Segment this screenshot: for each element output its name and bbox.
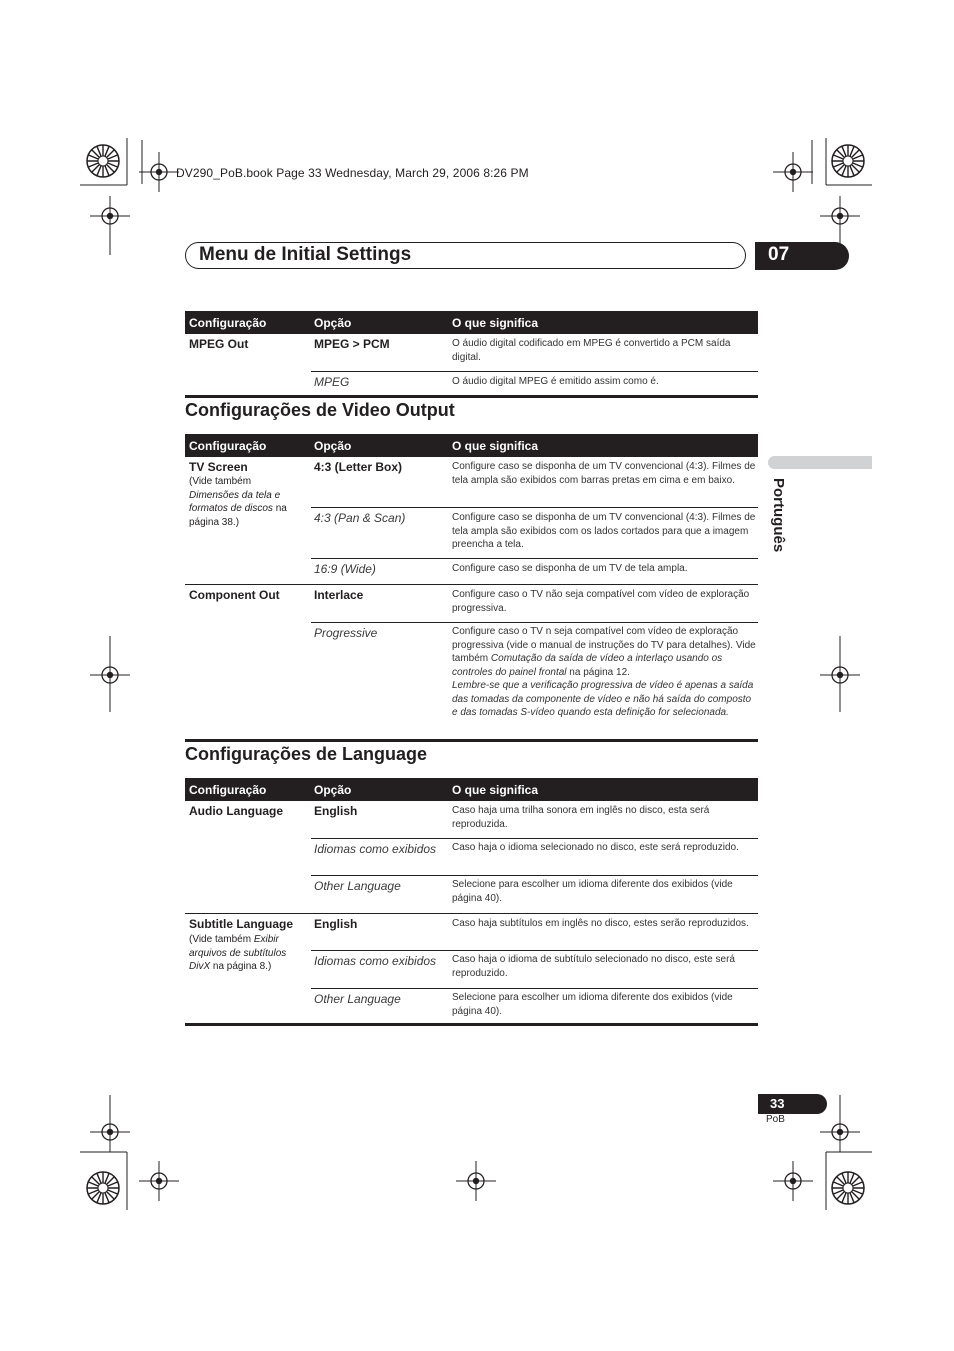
book-line: DV290_PoB.book Page 33 Wednesday, March 29, 2006 8:26 PM [176,166,529,180]
col-meaning: O que significa [452,783,539,797]
col-meaning: O que significa [452,439,539,453]
desc-pan-scan: Configure caso se disponha de um TV convencional (4:3). Filmes de tela ampla são exibidos com os lados cortados para que a imagem preencha a tela. [452,512,756,550]
table-end-rule [185,739,758,742]
page-number: 33 [770,1096,785,1111]
col-option: Opção [314,783,352,797]
desc-subtitle-displayed: Caso haja o idioma de subtítulo selecionado no disco, este será reproduzido. [452,954,735,979]
note-link: Dimensões da tela e formatos de discos [189,489,281,514]
option-subtitle-english: English [314,917,358,931]
note-text: na página 38.) [189,503,287,528]
option-progressive: Progressive [314,626,378,640]
language-tab-label: Português [770,478,787,553]
table-header [185,311,758,334]
option-interlace: Interlace [314,588,364,602]
desc-mpeg: O áudio digital MPEG é emitido assim como é. [452,376,659,387]
row-divider [311,838,758,839]
option-mpeg-pcm: MPEG > PCM [314,337,390,351]
desc-letter-box: Configure caso se disponha de um TV convencional (4:3). Filmes de tela ampla são exibidos com barras pretas em cima e em baixo. [452,461,756,486]
option-audio-english: English [314,804,358,818]
chapter-number: 07 [768,244,790,265]
language-code: PoB [766,1114,785,1125]
row-divider [311,950,758,951]
col-option: Opção [314,316,352,330]
table-end-rule [185,395,758,398]
desc-interlace: Configure caso o TV não seja compatível com vídeo de exploração progressiva. [452,589,750,614]
setting-component-out: Component Out [189,588,280,602]
section-title-video: Configurações de Video Output [185,400,455,420]
option-mpeg: MPEG [314,375,350,389]
desc-audio-displayed: Caso haja o idioma selecionado no disco, este será reproduzido. [452,842,739,853]
note-subtitle [189,933,303,974]
setting-audio-language: Audio Language [189,804,283,818]
setting-tv-screen: TV Screen [189,460,248,474]
row-divider [311,622,758,623]
note-text: na página 8.) [210,961,272,972]
group-divider [185,913,758,914]
note-link: Exibir arquivos de subtítulos DivX [189,934,287,972]
col-setting: Configuração [189,316,267,330]
language-tab-bar [768,456,872,469]
option-pan-scan: 4:3 (Pan & Scan) [314,511,406,525]
col-meaning: O que significa [452,316,539,330]
section-title-language: Configurações de Language [185,744,428,764]
note-text: (Vide também [189,476,252,487]
row-divider [311,371,758,372]
desc-link: Comutação da saída de vídeo a interlaço usando os controles do painel frontal [452,653,723,678]
setting-mpeg-out: MPEG Out [189,337,249,351]
desc-mpeg-pcm: O áudio digital codificado em MPEG é convertido a PCM saída digital. [452,338,731,363]
desc-subtitle-english: Caso haja subtítulos em inglês no disco, estes serão reproduzidos. [452,918,749,929]
col-setting: Configuração [189,783,267,797]
audio-settings-table [185,311,758,399]
desc-audio-english: Caso haja uma trilha sonora em inglês no disco, esta será reproduzida. [452,805,710,830]
option-subtitle-other: Other Language [314,992,401,1006]
table-end-rule [185,1023,758,1026]
video-settings-table [185,434,758,744]
desc-progressive [452,625,756,720]
note-tv-screen [189,475,303,529]
row-divider [311,875,758,876]
desc-wide: Configure caso se disponha de um TV de tela ampla. [452,563,688,574]
note-text: (Vide também [189,934,254,945]
desc-note: Lembre-se que a verificação progressiva de vídeo é apenas a saída das tomadas da componente de vídeo e não há saída do composto e das tomadas S-vídeo quando esta definição for selecionada. [452,680,754,718]
col-option: Opção [314,439,352,453]
language-settings-table [185,778,758,1028]
desc-text: na página 12. [566,666,630,678]
row-divider [311,558,758,559]
row-divider [311,988,758,989]
option-wide: 16:9 (Wide) [314,562,376,576]
page-number-tab [758,1094,827,1114]
desc-text: Configure caso o TV n seja compatível com vídeo de exploração progressiva (vide o manual de instruções do TV para detalhes). Vide também [452,626,756,664]
option-subtitle-displayed: Idiomas como exibidos [314,954,437,968]
option-letter-box: 4:3 (Letter Box) [314,460,403,474]
option-audio-other: Other Language [314,879,401,893]
row-divider [311,507,758,508]
desc-audio-other: Selecione para escolher um idioma diferente dos exibidos (vide página 40). [452,879,733,904]
table-header [185,778,758,801]
col-setting: Configuração [189,439,267,453]
option-audio-displayed: Idiomas como exibidos [314,842,437,856]
setting-subtitle-language: Subtitle Language [189,917,294,931]
desc-subtitle-other: Selecione para escolher um idioma diferente dos exibidos (vide página 40). [452,992,733,1017]
page-title: Menu de Initial Settings [199,244,412,265]
table-header [185,434,758,457]
group-divider [185,584,758,585]
